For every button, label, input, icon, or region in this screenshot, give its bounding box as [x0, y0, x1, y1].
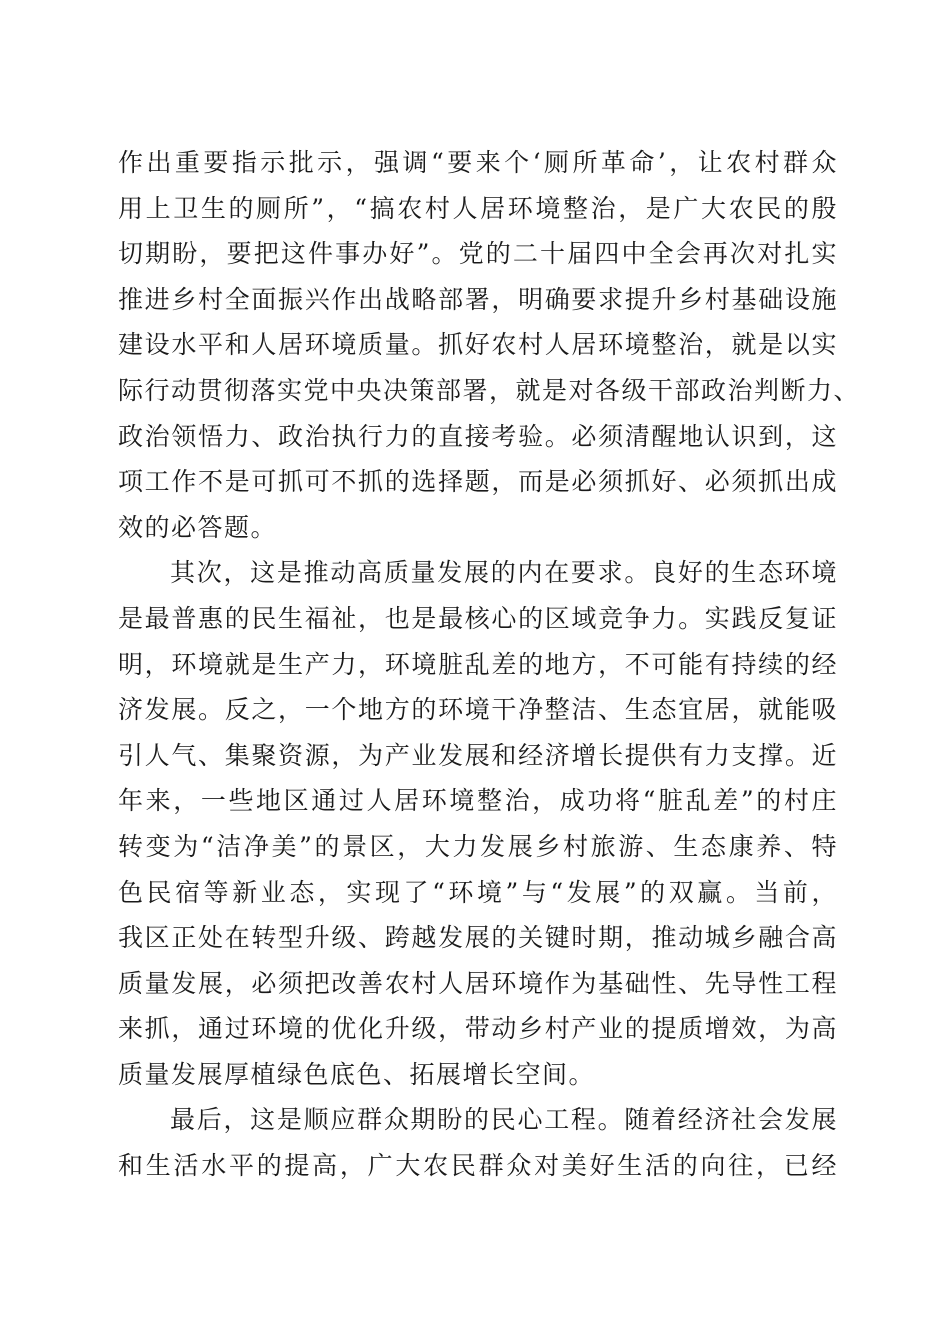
document-body [118, 140, 861, 1189]
text-line: 用上卫生的厕所”，“搞农村人居环境整治，是广大农民的殷 [118, 193, 838, 223]
text-line: 我区正处在转型升级、跨越发展的关键时期，推动城乡融合高 [118, 923, 838, 953]
text-line: 是最普惠的民生福祉，也是最核心的区域竞争力。实践反复证 [118, 603, 838, 633]
text-line: 其次，这是推动高质量发展的内在要求。良好的生态环境 [170, 558, 838, 588]
text-line: 和生活水平的提高，广大农民群众对美好生活的向往，已经 [118, 1151, 838, 1181]
text-line: 推进乡村全面振兴作出战略部署，明确要求提升乡村基础设施 [118, 284, 838, 314]
text-line: 切期盼，要把这件事办好”。党的二十届四中全会再次对扎实 [118, 239, 838, 269]
text-line: 建设水平和人居环境质量。抓好农村人居环境整治，就是以实 [118, 330, 838, 360]
text-line: 最后，这是顺应群众期盼的民心工程。随着经济社会发展 [170, 1105, 838, 1135]
text-line: 项工作不是可抓可不抓的选择题，而是必须抓好、必须抓出成 [118, 467, 838, 497]
text-line: 效的必答题。 [118, 512, 278, 542]
text-line: 质量发展厚植绿色底色、拓展增长空间。 [118, 1059, 596, 1089]
text-line: 年来，一些地区通过人居环境整治，成功将“脏乱差”的村庄 [118, 786, 838, 816]
text-line: 作出重要指示批示，强调“要来个‘厕所革命’，让农村群众 [118, 148, 838, 177]
text-line: 质量发展，必须把改善农村人居环境作为基础性、先导性工程 [118, 968, 838, 998]
paragraph-1 [118, 140, 861, 550]
text-line: 济发展。反之，一个地方的环境干净整洁、生态宜居，就能吸 [118, 695, 838, 725]
text-line: 来抓，通过环境的优化升级，带动乡村产业的提质增效，为高 [118, 1014, 838, 1044]
text-line: 色民宿等新业态，实现了“环境”与“发展”的双赢。当前， [118, 877, 838, 907]
paragraph-2 [118, 550, 838, 1097]
text-line: 政治领悟力、政治执行力的直接考验。必须清醒地认识到，这 [118, 421, 838, 451]
text-line: 际行动贯彻落实党中央决策部署，就是对各级干部政治判断力、 [118, 375, 861, 405]
text-line: 引人气、集聚资源，为产业发展和经济增长提供有力支撑。近 [118, 740, 838, 770]
text-line: 明，环境就是生产力，环境脏乱差的地方，不可能有持续的经 [118, 649, 838, 679]
paragraph-3 [118, 1097, 838, 1188]
text-line: 转变为“洁净美”的景区，大力发展乡村旅游、生态康养、特 [118, 831, 838, 861]
